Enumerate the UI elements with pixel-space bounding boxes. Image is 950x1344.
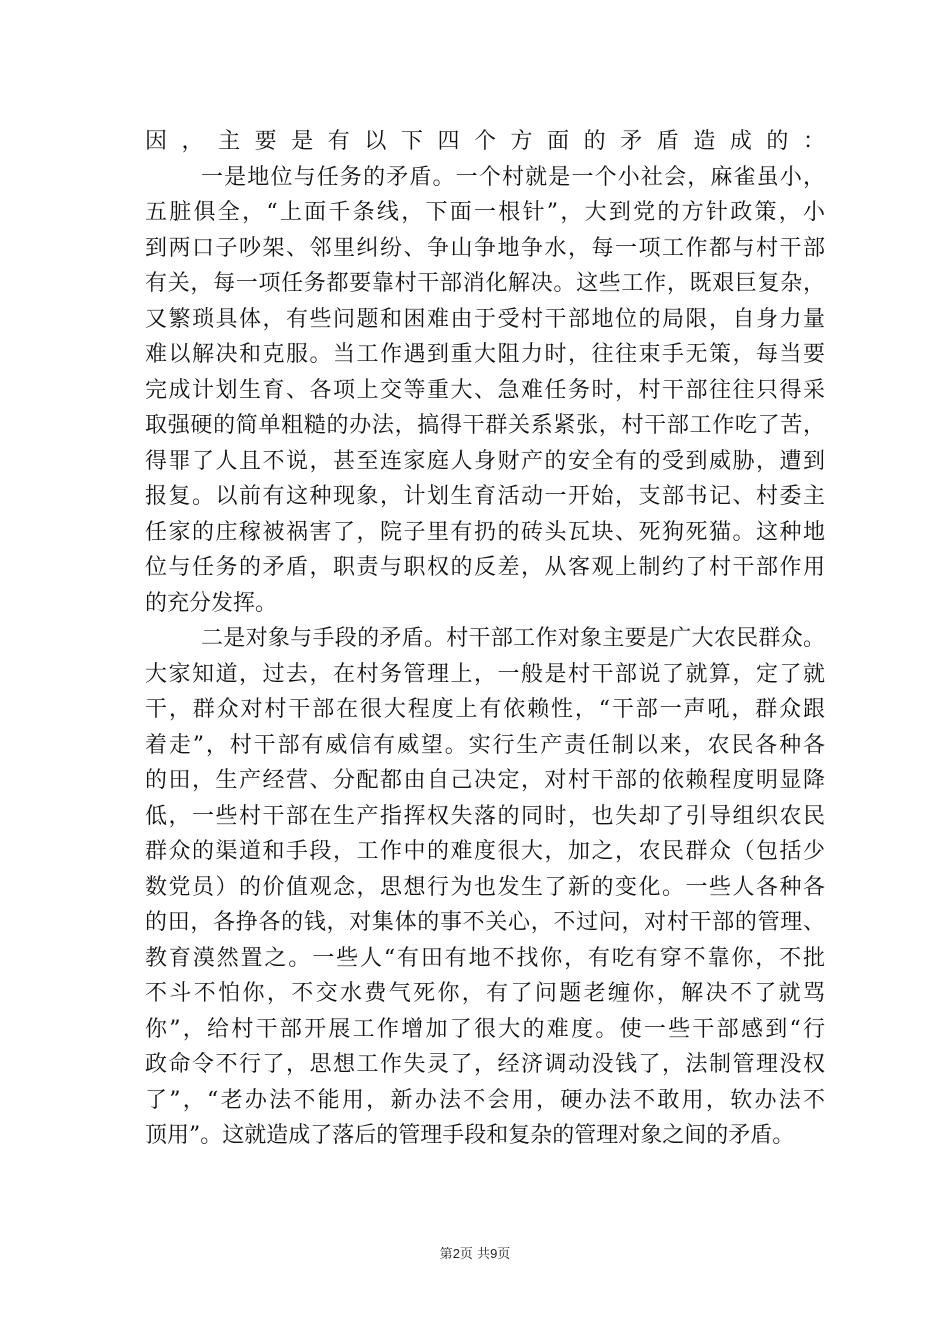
text-line: 着走”，村干部有威信有威望。实行生产责任制以来，农民各种各 — [145, 732, 825, 758]
text-line: 因，主要是有以下四个方面的矛盾造成的： — [145, 129, 825, 154]
text-line: 教育漠然置之。一些人“有田有地不找你，有吃有穿不靠你，不批 — [145, 945, 825, 971]
paragraph-end-line: 顶用”。这就造成了落后的管理手段和复杂的管理对象之间的矛盾。 — [145, 1123, 795, 1148]
text-line: 得罪了人且不说，甚至连家庭人身财产的安全有的受到威胁，遭到 — [145, 448, 825, 474]
paragraph-start-line: 二是对象与手段的矛盾。村干部工作对象主要是广大农民群众。 — [201, 626, 825, 651]
text-line: 政命令不行了，思想工作失灵了，经济调动没钱了，法制管理没权 — [145, 1052, 825, 1077]
footer-middle: 页 共 — [459, 1247, 491, 1262]
footer-prefix: 第 — [439, 1247, 453, 1262]
current-page-number: 2 — [452, 1246, 460, 1261]
text-line: 完成计划生育、各项上交等重大、急难任务时，村干部往往只得采 — [145, 377, 825, 403]
text-line: 群众的渠道和手段，工作中的难度很大，加之，农民群众（包括少 — [145, 839, 825, 864]
text-line: 到两口子吵架、邻里纠纷、争山争地争水，每一项工作都与村干部 — [145, 235, 825, 261]
text-line: 又繁琐具体，有些问题和困难由于受村干部地位的局限，自身力量 — [145, 306, 825, 332]
text-line: 任家的庄稼被祸害了，院子里有扔的砖头瓦块、死狗死猫。这种地 — [145, 519, 825, 545]
footer-suffix: 页 — [497, 1247, 511, 1262]
paragraph-end-line: 的充分发挥。 — [145, 590, 278, 616]
text-line: 数党员）的价值观念，思想行为也发生了新的变化。一些人各种各 — [145, 874, 825, 900]
text-line: 五脏俱全，“上面千条线，下面一根针”，大到党的方针政策，小 — [145, 200, 825, 225]
text-line: 你”，给村干部开展工作增加了很大的难度。使一些干部感到“行 — [145, 1016, 825, 1042]
text-line: 低，一些村干部在生产指挥权失落的同时，也失却了引导组织农民 — [145, 803, 825, 829]
text-line: 有关，每一项任务都要靠村干部消化解决。这些工作，既艰巨复杂， — [145, 271, 825, 296]
text-line: 干，群众对村干部在很大程度上有依赖性，“干部一声吼，群众跟 — [145, 697, 825, 722]
paragraph-start-line: 一是地位与任务的矛盾。一个村就是一个小社会，麻雀虽小， — [201, 164, 825, 190]
total-pages-number: 9 — [490, 1246, 498, 1261]
text-line: 位与任务的矛盾，职责与职权的反差，从客观上制约了村干部作用 — [145, 555, 825, 580]
text-line: 取强硬的简单粗糙的办法，搞得干群关系紧张，村干部工作吃了苦， — [145, 413, 825, 438]
text-line: 了”，“老办法不能用，新办法不会用，硬办法不敢用，软办法不 — [145, 1087, 825, 1113]
page-footer — [0, 1246, 950, 1263]
text-line: 的田，各挣各的钱，对集体的事不关心，不过问，对村干部的管理、 — [145, 910, 825, 935]
text-line: 报复。以前有这种现象，计划生育活动一开始，支部书记、村委主 — [145, 484, 825, 509]
text-line: 的田，生产经营、分配都由自己决定，对村干部的依赖程度明显降 — [145, 768, 825, 793]
text-line: 大家知道，过去，在村务管理上，一般是村干部说了就算，定了就 — [145, 661, 825, 687]
text-line: 不斗不怕你，不交水费气死你，有了问题老缠你，解决不了就骂 — [145, 981, 825, 1006]
body-text — [145, 124, 825, 1154]
text-line: 难以解决和克服。当工作遇到重大阻力时，往往束手无策，每当要 — [145, 342, 825, 367]
